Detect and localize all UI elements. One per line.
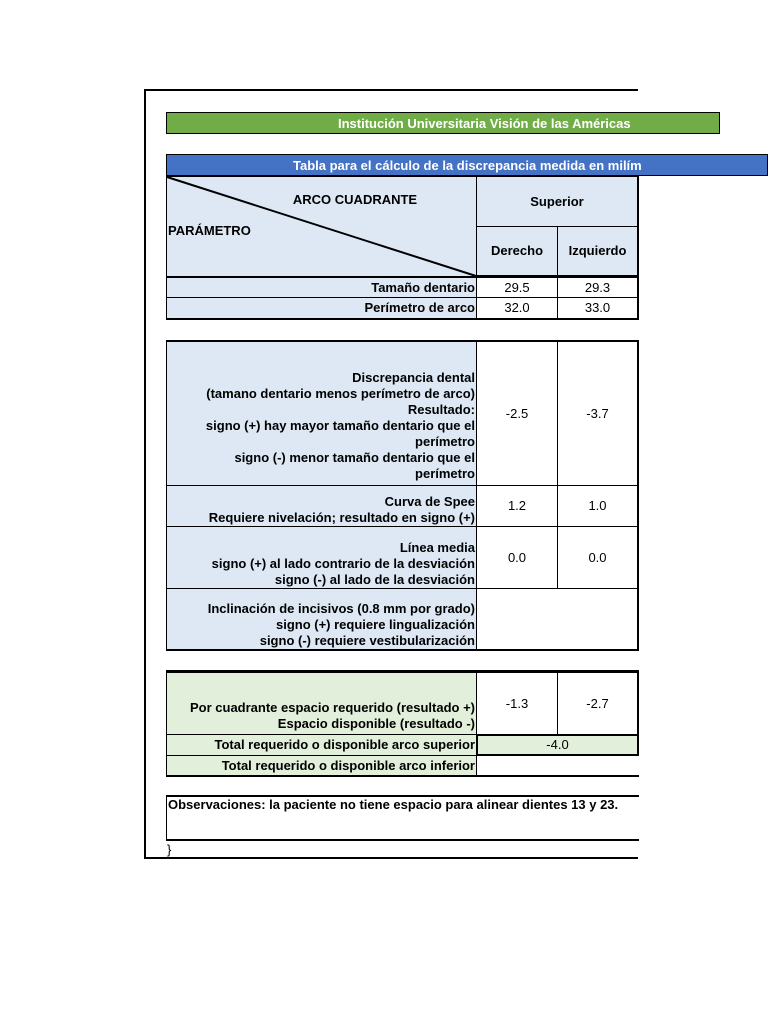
total-inferior-label: Total requerido o disponible arco inferior — [166, 755, 477, 777]
arch-perimeter-izquierdo-value: 33.0 — [557, 297, 639, 320]
superior-arch-header: Superior — [476, 175, 639, 227]
midline-line-3: signo (-) al lado de la desviación — [274, 572, 475, 587]
quadrant-space-line-2: Espacio disponible (resultado -) — [277, 716, 475, 731]
quadrant-space-derecho-value: -1.3 — [476, 670, 558, 735]
dental-discrepancy-derecho-value: -2.5 — [476, 340, 558, 486]
dental-discrepancy-line-3: Resultado: — [407, 402, 475, 417]
trailing-brace: } — [167, 842, 172, 857]
observations-text: Observaciones: la paciente no tiene espacio para alinear dientes 13 y 23. — [168, 797, 619, 812]
total-superior-value: -4.0 — [476, 734, 639, 756]
institution-banner: Institución Universitaria Visión de las Américas — [166, 112, 720, 134]
dental-discrepancy-line-7: perímetro — [415, 466, 475, 481]
tooth-size-label: Tamaño dentario — [166, 277, 477, 298]
curve-of-spee-label — [166, 485, 477, 527]
parameter-label: PARÁMETRO — [168, 223, 251, 238]
tooth-size-derecho-value: 29.5 — [476, 277, 558, 298]
midline-derecho-value: 0.0 — [476, 526, 558, 589]
curve-of-spee-izquierdo-value: 1.0 — [557, 485, 639, 527]
dental-discrepancy-line-6: signo (-) menor tamaño dentario que el — [234, 450, 475, 465]
quadrant-space-izquierdo-value: -2.7 — [557, 670, 639, 735]
curve-of-spee-line-1: Curva de Spee — [384, 494, 475, 509]
incisor-inclination-line-3: signo (-) requiere vestibularización — [259, 633, 475, 648]
incisor-inclination-line-1: Inclinación de incisivos (0.8 mm por grado) — [207, 601, 475, 616]
incisor-inclination-label — [166, 588, 477, 651]
dental-discrepancy-line-2: (tamano dentario menos perímetro de arco) — [206, 386, 475, 401]
midline-line-1: Línea media — [399, 540, 475, 555]
dental-discrepancy-line-1: Discrepancia dental — [352, 370, 475, 385]
tooth-size-izquierdo-value: 29.3 — [557, 277, 639, 298]
midline-label — [166, 526, 477, 589]
incisor-inclination-value-cell — [476, 588, 639, 651]
incisor-inclination-line-2: signo (+) requiere lingualización — [275, 617, 475, 632]
dental-discrepancy-izquierdo-value: -3.7 — [557, 340, 639, 486]
derecho-column-header: Derecho — [476, 226, 558, 277]
curve-of-spee-line-2: Requiere nivelación; resultado en signo (+) — [208, 510, 475, 525]
table-title-banner: Tabla para el cálculo de la discrepancia medida en milím — [166, 154, 768, 176]
dental-discrepancy-line-5: perímetro — [415, 434, 475, 449]
dental-discrepancy-line-4: signo (+) hay mayor tamaño dentario que el — [205, 418, 475, 433]
curve-of-spee-derecho-value: 1.2 — [476, 485, 558, 527]
arch-quadrant-label: ARCO CUADRANTE — [292, 192, 418, 207]
quadrant-space-label — [166, 670, 477, 735]
total-inferior-value — [476, 755, 639, 777]
midline-izquierdo-value: 0.0 — [557, 526, 639, 589]
dental-discrepancy-label — [166, 340, 477, 486]
total-superior-label: Total requerido o disponible arco superior — [166, 734, 477, 756]
arch-perimeter-derecho-value: 32.0 — [476, 297, 558, 320]
izquierdo-column-header: Izquierdo — [557, 226, 639, 277]
arch-perimeter-label: Perímetro de arco — [166, 297, 477, 320]
quadrant-space-line-1: Por cuadrante espacio requerido (resultado +) — [190, 700, 475, 715]
midline-line-2: signo (+) al lado contrario de la desviación — [211, 556, 475, 571]
